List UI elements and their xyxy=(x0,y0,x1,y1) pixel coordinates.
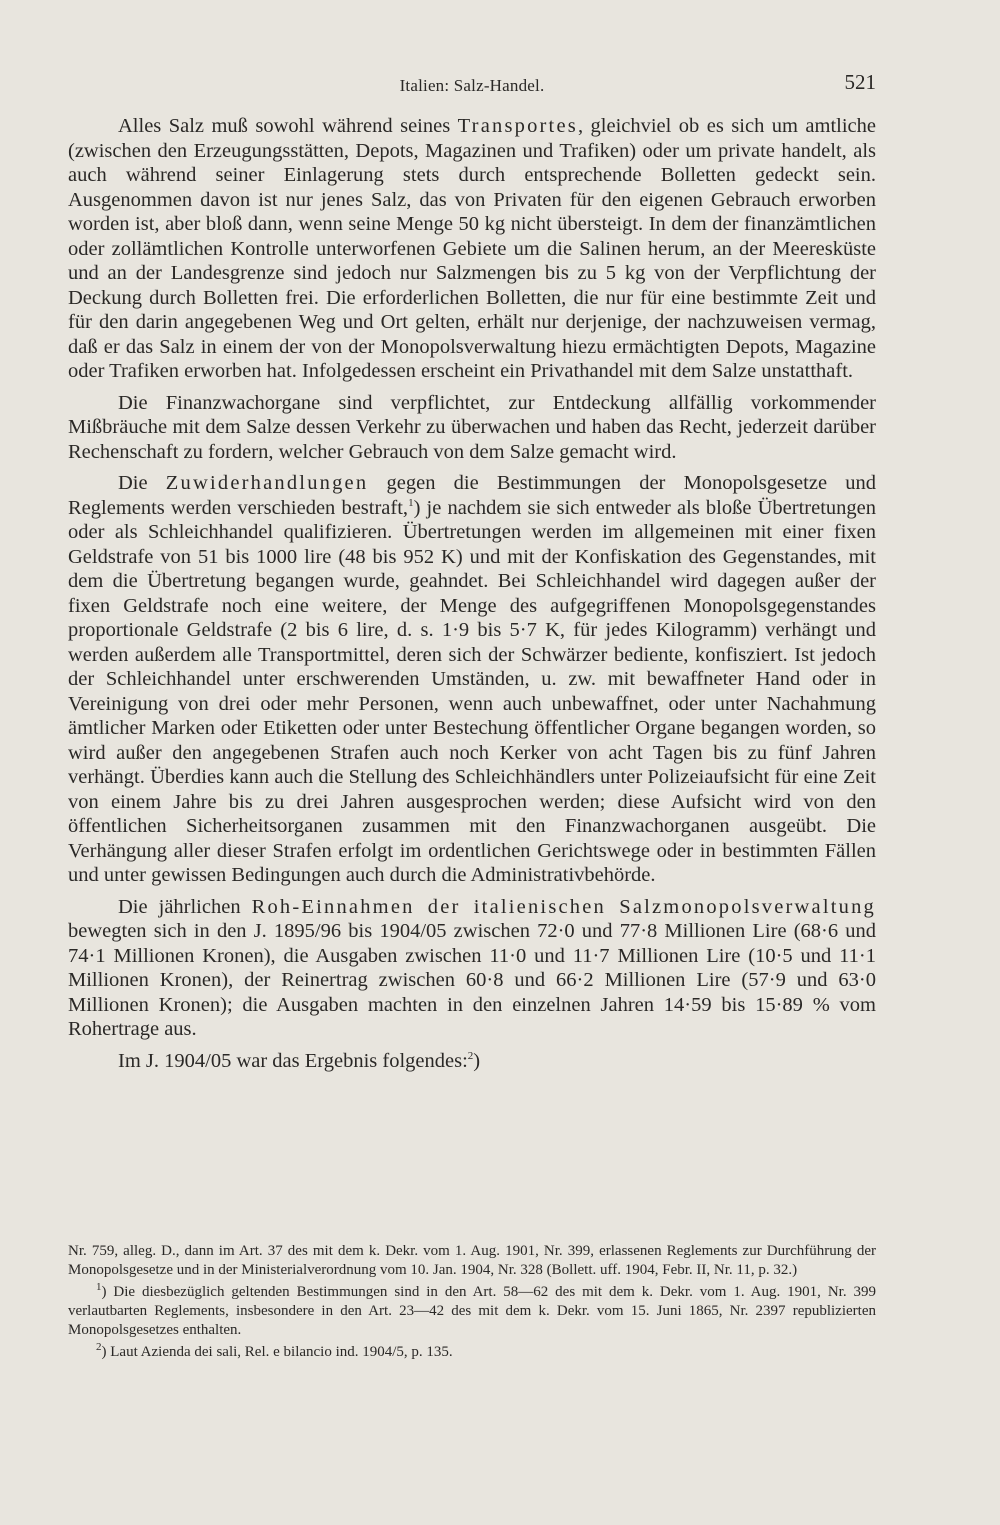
page-header xyxy=(68,70,876,100)
spaced-emphasis: Transportes xyxy=(457,115,578,137)
spaced-emphasis: Zuwiderhandlungen xyxy=(165,472,369,494)
footnote-mark: 1 xyxy=(96,1281,102,1293)
paragraph-text: Alles Salz muß sowohl während seines xyxy=(118,115,458,137)
spaced-emphasis: Roh-Einnahmen der italienischen Salzmonopolsverwaltung xyxy=(251,895,876,918)
paragraph-revenues xyxy=(68,895,876,1042)
paragraph-salt-transport xyxy=(68,114,876,384)
footnote-reference: 2 xyxy=(467,1049,474,1062)
running-title: Italien: Salz-Handel. xyxy=(399,76,545,95)
paragraph-text: Die jährlichen xyxy=(118,895,252,918)
body-text xyxy=(68,114,876,1080)
paragraph-violations xyxy=(68,471,876,888)
paragraph-text: bewegten sich in den J. 1895/96 bis 1904/05 zwischen 72·0 und 77·8 Millionen Lire (68·6 und 74·1 Millionen Kronen), die Ausgaben zwischen 11·0 und 11·7 Millionen Lire (10·5 und 11·1 Millionen Kronen), der Reinertrag zwischen 60·8 und 66·2 Millionen Lire (57·9 und 63·0 Millionen Kronen); die Ausgaben machten in den einzelnen Jahren 14·59 bis 15·89 % vom Rohertrage aus. xyxy=(68,920,876,1040)
paragraph-text: Die Finanzwachorgane sind verpflichtet, zur Entdeckung allfällig vorkommender Mißbräuche mit dem Salze dessen Verkehr zu überwachen und haben das Recht, jederzeit darüber Rechenschaft zu fordern, welcher Gebrauch von dem Salze gemacht wird. xyxy=(68,391,876,463)
footnote-reference: 1 xyxy=(408,496,414,509)
footnote-text: ) Laut Azienda dei sali, Rel. e bilancio ind. 1904/5, p. 135. xyxy=(101,1344,453,1360)
footnote-text: ) Die diesbezüglich geltenden Bestimmungen sind in den Art. 58—62 des mit dem k. Dekr. vom 1. Aug. 1901, Nr. 399 verlautbarten Reglements, insbesondere in den Art. 23—42 des mit dem k. Dekr. vom 15. Juni 1865, Nr. 2397 republizierten Monopolsgesetzes enthalten. xyxy=(68,1284,876,1338)
footnote-mark: 2 xyxy=(96,1341,102,1353)
footnote-continued: Nr. 759, alleg. D., dann im Art. 37 des mit dem k. Dekr. vom 1. Aug. 1901, Nr. 399, erlassenen Reglements zur Durchführung der Monopolsgesetze und in der Ministerialverordnung vom 10. Jan. 1904, Nr. 328 (Bollett. uff. 1904, Febr. II, Nr. 11, p. 32.) xyxy=(68,1243,876,1278)
footnote-2 xyxy=(68,1343,876,1362)
paragraph-text: , gleichviel ob es sich um amtliche (zwischen den Erzeugungsstätten, Depots, Magazinen und Trafiken) oder um private handelt, als auch während seiner Einlagerung stets durch entsprechende Bolletten gedeckt sein. Ausgenommen davon ist nur jenes Salz, das von Privaten für den eigenen Gebrauch erworben worden ist, aber bloß dann, wenn seine Menge 50 kg nicht übersteigt. In dem der finanzämtlichen oder zollämtlichen Kontrolle unterworfenen Gebiete um die Salinen herum, an der Meeresküste und an der Landesgrenze sind jedoch nur Salzmengen bis zu 5 kg von der Verpflichtung der Deckung durch Bolletten frei. Die erforderlichen Bolletten, die nur für eine bestimmte Zeit und für den darin angegebenen Weg und Ort gelten, erhält nur derjenige, der nachzuweisen vermag, daß er das Salz in einem der von der Monopolsverwaltung hiezu ermächtigten Depots, Magazine oder Trafiken erworben hat. Infolgedessen erscheint ein Privathandel mit dem Salze unstatthaft. xyxy=(68,115,877,382)
paragraph-text: gegen die Bestimmungen der Monopolsgesetze und Reglements werden verschieden bestraft, xyxy=(68,472,876,519)
paragraph-result-intro xyxy=(68,1049,876,1074)
footnotes xyxy=(68,1242,876,1365)
paragraph-text: ) xyxy=(473,1049,481,1072)
paragraph-text: Die xyxy=(118,472,166,494)
paragraph-text: Im J. 1904/05 war das Ergebnis folgendes: xyxy=(118,1049,468,1072)
footnote-1 xyxy=(68,1283,876,1340)
paragraph-text: ) je nachdem sie sich entweder als bloße Übertretungen oder als Schleichhandel qualifizieren. Übertretungen werden im allgemeinen mit einer fixen Geldstrafe von 51 bis 1000 lire (48 bis 952 K) und mit der Konfiskation des Gegenstandes, mit dem die Übertretung begangen wurde, geahndet. Bei Schleichhandel wird dagegen außer der fixen Geldstrafe noch eine weitere, der Menge des aufgegriffenen Monopolsgegenstandes proportionale Geldstrafe (2 bis 6 lire, d. s. 1·9 bis 5·7 K, für jedes Kilogramm) verhängt und werden außerdem alle Transportmittel, deren sich der Schwärzer bediente, konfisziert. Ist jedoch der Schleichhandel unter erschwerenden Umständen, u. zw. mit bewaffneter Hand oder in Vereinigung von drei oder mehr Personen, wenn auch unbewaffnet, oder unter Nachahmung ämtlicher Marken oder Etiketten oder unter Bestechung öffentlicher Organe begangen worden, so wird außer den angegebenen Strafen auch noch Kerker von acht Tagen bis zu fünf Jahren verhängt. Überdies kann auch die Stellung des Schleichhändlers unter Polizeiaufsicht für eine Zeit von einem Jahre bis zu drei Jahren ausgesprochen werden; diese Aufsicht wird von den öffentlichen Sicherheitsorganen zusammen mit den Finanzwachorganen ausgeübt. Die Verhängung aller dieser Strafen erfolgt im ordentlichen Gerichtswege oder in bestimmten Fällen und unter gewissen Bedingungen auch durch die Administrativbehörde. xyxy=(68,496,876,886)
paragraph-finance-guards xyxy=(68,391,876,465)
page-number: 521 xyxy=(844,70,876,94)
